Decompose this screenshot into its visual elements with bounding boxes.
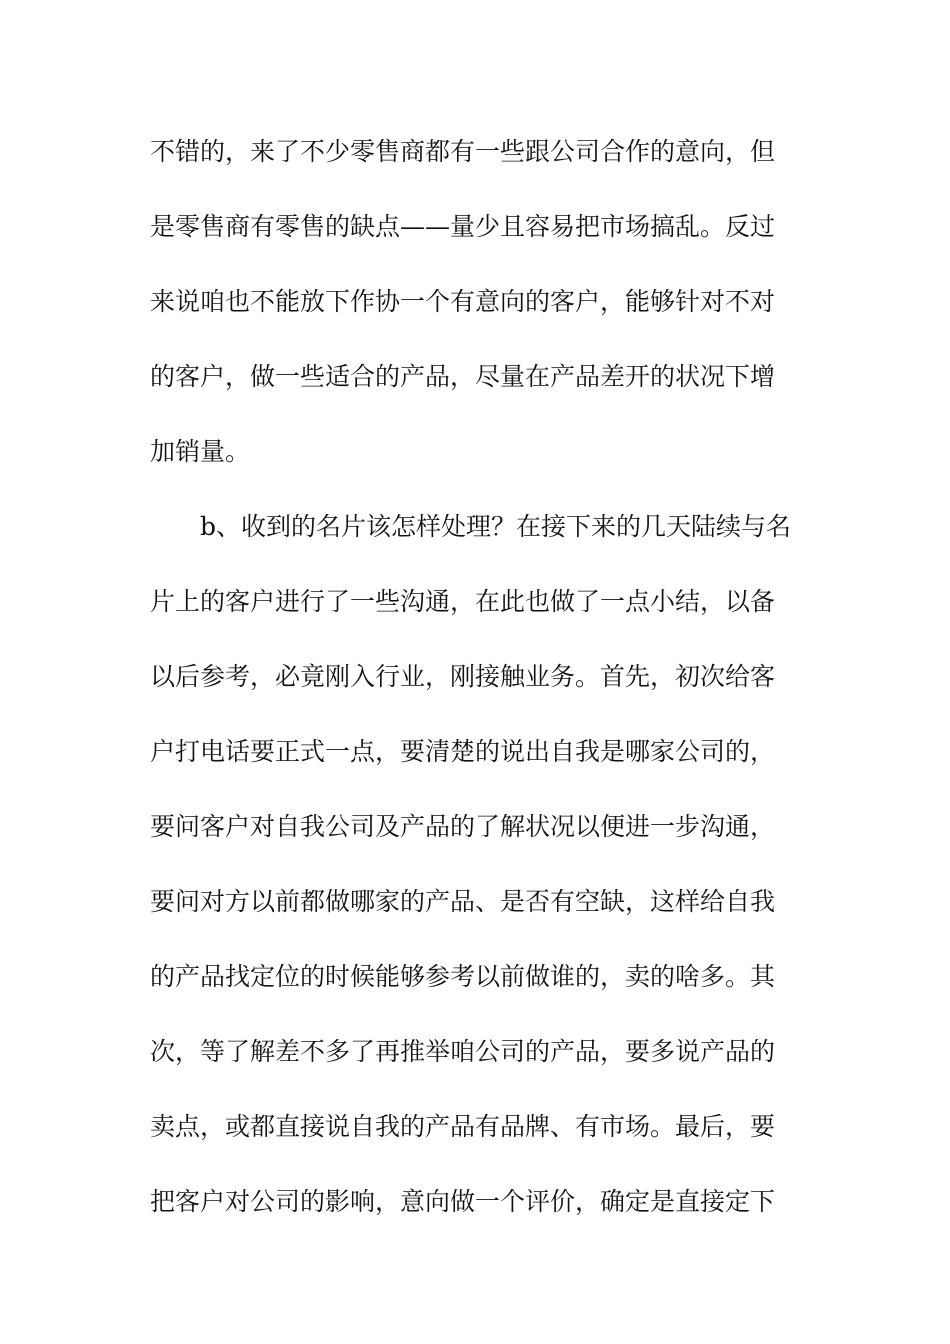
paragraph-2-line-8: 次，等了解差不多了再推举咱公司的产品，要多说产品的 [150, 1037, 776, 1066]
paragraph-2-line-10: 把客户对公司的影响，意向做一个评价，确定是直接定下 [150, 1187, 776, 1216]
paragraph-1-line-1: 不错的，来了不少零售商都有一些跟公司合作的意向，但 [150, 137, 776, 166]
paragraph-2-line-6: 要问对方以前都做哪家的产品、是否有空缺，这样给自我 [150, 887, 776, 916]
paragraph-2-line-2: 片上的客户进行了一些沟通，在此也做了一点小结，以备 [150, 587, 776, 616]
paragraph-1-line-3: 来说咱也不能放下作协一个有意向的客户，能够针对不对 [150, 287, 776, 316]
paragraph-2-line-1: b、收到的名片该怎样处理？在接下来的几天陆续与名 [200, 512, 792, 541]
paragraph-1-line-4: 的客户，做一些适合的产品，尽量在产品差开的状况下增 [150, 362, 776, 391]
paragraph-2-line-9: 卖点，或都直接说自我的产品有品牌、有市场。最后，要 [150, 1112, 776, 1141]
paragraph-2-line-5: 要问客户对自我公司及产品的了解状况以便进一步沟通， [150, 812, 776, 841]
paragraph-1-line-5: 加销量。 [150, 437, 251, 466]
paragraph-1-line-2: 是零售商有零售的缺点——量少且容易把市场搞乱。反过 [150, 212, 776, 241]
paragraph-2-line-7: 的产品找定位的时候能够参考以前做谁的，卖的啥多。其 [150, 962, 776, 991]
paragraph-2-line-4: 户打电话要正式一点，要清楚的说出自我是哪家公司的， [150, 737, 776, 766]
paragraph-2-line-3: 以后参考，必竟刚入行业，刚接触业务。首先，初次给客 [150, 662, 776, 691]
